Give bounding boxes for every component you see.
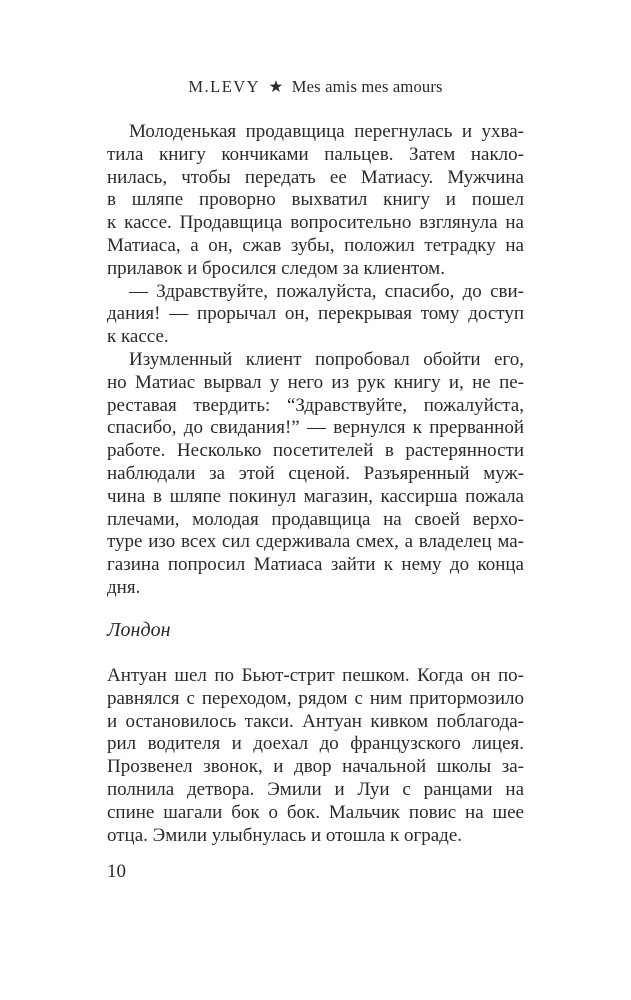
- text-line: Изумленный клиент попробовал обойти его,: [129, 348, 524, 370]
- text-line: Молоденькая продавщица перегнулась и ухва-: [129, 121, 524, 142]
- page-number: 10: [107, 861, 126, 882]
- text-line: спине шагали бок о бок. Мальчик повис на шее: [107, 801, 524, 823]
- text-line: дня.: [107, 576, 141, 598]
- text-line: плечами, молодая продавщица на своей верхо-: [107, 508, 524, 530]
- author-name: M.LEVY: [188, 77, 261, 96]
- text-line: работе. Несколько посетителей в растерянности: [107, 440, 524, 462]
- text-line: рил водителя и доехал до французского лицея.: [107, 733, 524, 755]
- text-line: полнила детвора. Эмили и Луи с ранцами на: [107, 778, 524, 800]
- text-line: реставая твердить: “Здравствуйте, пожалуйста,: [107, 394, 524, 416]
- running-header: [0, 77, 631, 97]
- text-line: тила книгу кончиками пальцев. Затем накло-: [107, 143, 524, 165]
- text-line: к кассе.: [107, 326, 169, 348]
- text-line: отца. Эмили улыбнулась и отошла к ограде.: [107, 824, 463, 846]
- text-line: Матиаса, а он, сжав зубы, положил тетрадку на: [107, 234, 524, 256]
- text-line: в шляпе проворно выхватил книгу и пошел: [107, 189, 524, 211]
- text-block-bookstore: [107, 121, 524, 600]
- text-block-london: [107, 665, 524, 847]
- text-line: но Матиас вырвал у него из рук книгу и, не пе-: [107, 371, 524, 393]
- star-separator-icon: ★: [268, 77, 284, 96]
- text-line: наблюдали за этой сценой. Разъяренный муж-: [107, 462, 524, 484]
- book-title: Mes amis mes amours: [291, 77, 443, 96]
- text-line: Прозвенел звонок, и двор начальной школы за-: [107, 756, 524, 778]
- text-line: равнялся с переходом, рядом с ним притормозило: [107, 687, 524, 709]
- text-line: газина попросил Матиаса зайти к нему до конца: [107, 554, 524, 576]
- text-line: к кассе. Продавщица вопросительно взглянула на: [107, 212, 524, 234]
- text-line: — Здравствуйте, пожалуйста, спасибо, до сви-: [129, 280, 524, 302]
- text-line: дания! — прорычал он, перекрывая тому доступ: [107, 303, 524, 325]
- text-line: туре изо всех сил сдерживала смех, а владелец ма-: [107, 531, 524, 553]
- text-line: прилавок и бросился следом за клиентом.: [107, 257, 445, 279]
- section-heading: Лондон: [107, 619, 171, 641]
- text-line: и остановилось такси. Антуан кивком поблагода-: [107, 710, 524, 732]
- text-line: спасибо, до свидания!” — вернулся к прерванной: [107, 417, 524, 439]
- text-line: чина в шляпе покинул магазин, кассирша пожала: [107, 485, 524, 507]
- text-line: Антуан шел по Бьют-стрит пешком. Когда он по-: [107, 665, 524, 686]
- text-line: нилась, чтобы передать ее Матиасу. Мужчина: [107, 166, 524, 188]
